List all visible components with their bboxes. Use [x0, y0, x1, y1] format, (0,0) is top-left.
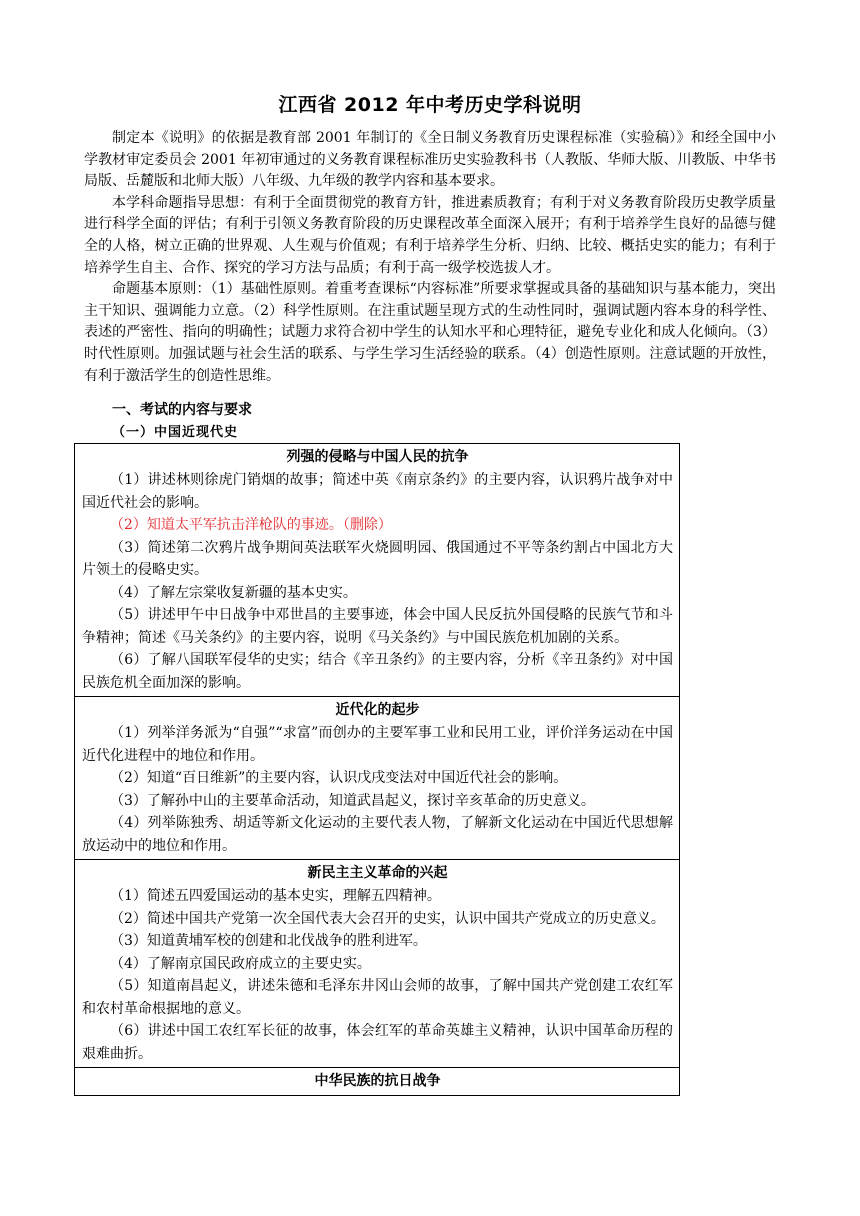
list-item: （2）知道“百日维新”的主要内容，认识戊戌变法对中国近代社会的影响。: [110, 770, 568, 786]
list-item: （3）简述第二次鸦片战争期间英法联军火烧圆明园、俄国通过不平等条约割占中国北方大片领土的侵略史实。: [82, 539, 673, 578]
section-title: 近代化的起步: [335, 702, 420, 718]
list-item: （4）列举陈独秀、胡适等新文化运动的主要代表人物，了解新文化运动在中国近代思想解放运动中的地位和作用。: [82, 815, 673, 854]
list-item: （2）简述中国共产党第一次全国代表大会召开的史实，认识中国共产党成立的历史意义。: [110, 910, 665, 927]
list-item: （1）讲述林则徐虎门销烟的故事；简述中英《南京条约》的主要内容，认识鸦片战争对中国近代社会的影响。: [82, 472, 673, 511]
page-title: 江西省 2012 年中考历史学科说明: [278, 94, 582, 116]
list-item: （5）知道南昌起义，讲述朱德和毛泽东井冈山会师的故事，了解中国共产党创建工农红军和农村革命根据地的意义。: [82, 978, 673, 1017]
section-title: 列强的侵略与中国人民的抗争: [286, 449, 469, 465]
table-row: [75, 1068, 680, 1096]
deleted-list-item: （2）知道太平军抗击洋枪队的事迹。（删除）: [110, 517, 392, 533]
table-row: [75, 444, 680, 697]
list-item: （4）了解左宗棠收复新疆的基本史实。: [110, 584, 357, 601]
section-title: 中华民族的抗日战争: [314, 1073, 441, 1089]
list-item: （1）列举洋务派为“自强”“求富”而创办的主要军事工业和民用工业，评价洋务运动在中国近代化进程中的地位和作用。: [82, 725, 673, 764]
section-title: 新民主主义革命的兴起: [307, 865, 448, 881]
section-heading: 一、考试的内容与要求: [112, 402, 252, 418]
table-row: [75, 697, 680, 860]
section-cell: [75, 1068, 680, 1096]
list-item: （4）了解南京国民政府成立的主要史实。: [110, 955, 371, 972]
subsection-heading: （一）中国近现代史: [112, 425, 239, 440]
list-item: （1）简述五四爱国运动的基本史实，理解五四精神。: [110, 888, 441, 904]
intro-paragraph: 本学科命题指导思想：有利于全面贯彻党的教育方针，推进素质教育；有利于对义务教育阶段历史教学质量进行科学全面的评估；有利于引领义务教育阶段的历史课程改革全面深入展开；有利于培养学生良好的品德与健全的人格，树立正确的世界观、人生观与价值观；有利于培养学生分析、归纳、比较、概括史实的能力；有利于培养学生自主、合作、探究的学习方法与品质；有利于高一级学校选拔人才。: [84, 194, 776, 276]
table-row: [75, 860, 680, 1068]
intro-text: [84, 128, 776, 387]
list-item: （3）知道黄埔军校的创建和北伐战争的胜利进军。: [110, 933, 427, 949]
list-item: （3）了解孙中山的主要革命活动，知道武昌起义，探讨辛亥革命的历史意义。: [110, 792, 595, 809]
list-item: （6）了解八国联军侵华的史实；结合《辛丑条约》的主要内容，分析《辛丑条约》对中国民族危机全面加深的影响。: [82, 652, 673, 691]
intro-paragraph: 命题基本原则：（1）基础性原则。着重考查课标“内容标准”所要求掌握或具备的基础知识与基本能力，突出主干知识、强调能力立意。（2）科学性原则。在注重试题呈现方式的生动性同时，强调试题内容本身的科学性、表述的严密性、指向的明确性；试题力求符合初中学生的认知水平和心理特征，避免专业化和成人化倾向。（3）时代性原则。加强试题与社会生活的联系、与学生学习生活经验的联系。（4）创造性原则。注意试题的开放性，有利于激活学生的创造性思维。: [84, 281, 776, 384]
list-item: （6）讲述中国工农红军长征的故事，体会红军的革命英雄主义精神，认识中国革命历程的艰难曲折。: [82, 1023, 673, 1062]
list-item: （5）讲述甲午中日战争中邓世昌的主要事迹，体会中国人民反抗外国侵略的民族气节和斗争精神；简述《马关条约》的主要内容，说明《马关条约》与中国民族危机加剧的关系。: [82, 607, 673, 646]
content-table: [74, 443, 680, 1096]
section-cell: [75, 860, 680, 1068]
section-cell: [75, 697, 680, 860]
section-cell: [75, 444, 680, 697]
intro-paragraph: 制定本《说明》的依据是教育部 2001 年制订的《全日制义务教育历史课程标准（实验稿）》和经全国中小学教材审定委员会 2001 年初审通过的义务教育课程标准历史实验教科书（人教版、华师大版、川教版、中华书局版、岳麓版和北师大版）八年级、九年级的教学内容和基本要求。: [84, 130, 776, 190]
